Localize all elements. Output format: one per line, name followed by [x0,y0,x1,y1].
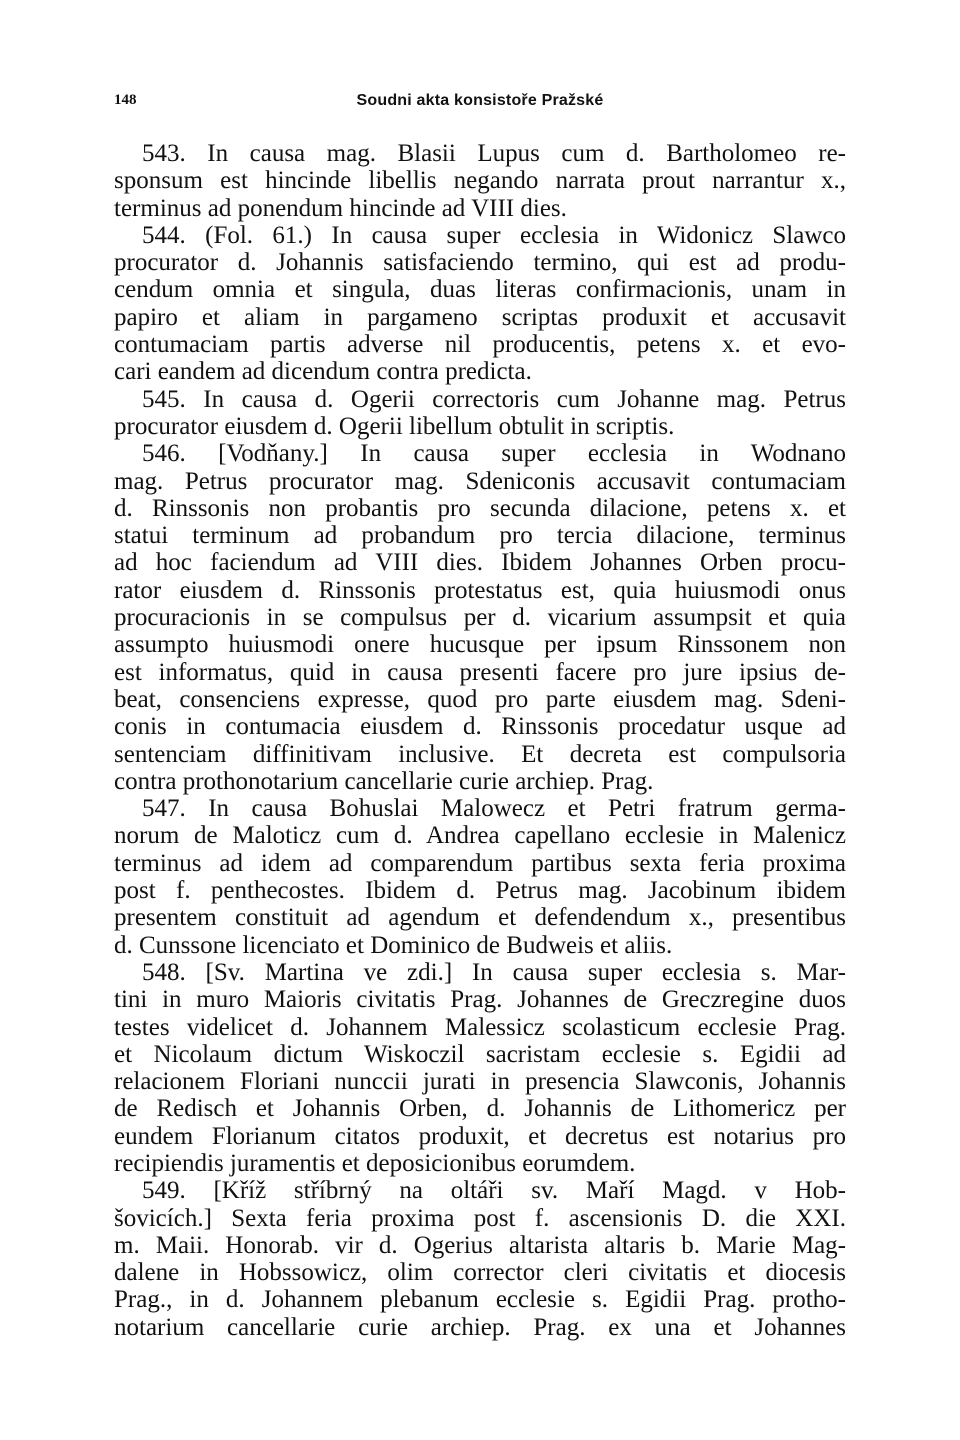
page-number: 148 [114,92,137,108]
text-line: eundem Florianum citatos produxit, et decretus est notarius pro [114,1122,846,1150]
page-header [114,92,846,112]
text-line: conis in contumacia eiusdem d. Rinssonis procedatur usque ad [114,713,846,741]
text-line: notarium cancellarie curie archiep. Prag. ex una et Johannes [114,1313,846,1341]
text-line: presentem constituit ad agendum et defendendum x., presentibus [114,904,846,932]
text-line: 549. [Kříž stříbrný na oltáři sv. Maří Magd. v Hob- [142,1177,846,1205]
text-line: d. Rinssonis non probantis pro secunda dilacione, petens x. et [114,494,846,522]
text-line: 544. (Fol. 61.) In causa super ecclesia in Widonicz Slawco [142,221,846,249]
text-line: est informatus, quid in causa presenti facere pro jure ipsius de- [114,658,846,686]
text-line: d. Cunssone licenciato et Dominico de Budweis et aliis. [114,931,673,959]
text-line: terminus ad idem ad comparendum partibus sexta feria proxima [114,849,846,877]
text-line: rator eiusdem d. Rinssonis protestatus est, quia huiusmodi onus [114,576,846,604]
text-line: mag. Petrus procurator mag. Sdeniconis accusavit contumaciam [114,467,846,495]
text-line: testes videlicet d. Johannem Malessicz scolasticum ecclesie Prag. [114,1013,846,1041]
text-line: contra prothonotarium cancellarie curie archiep. Prag. [114,767,654,795]
text-line: ad hoc faciendum ad VIII dies. Ibidem Johannes Orben procu- [114,549,846,577]
text-line: Prag., in d. Johannem plebanum ecclesie s. Egidii Prag. prothо- [114,1286,846,1314]
text-line: assumpto huiusmodi onere hucusque per ipsum Rinssonem non [114,631,846,659]
text-line: 547. In causa Bohuslai Malowecz et Petri fratrum germa- [142,795,846,823]
text-line: cari eandem ad dicendum contra predicta. [114,358,532,386]
body-text [114,140,846,1341]
running-title: Soudni akta konsistoře Pražské [356,92,604,109]
text-line: sponsum est hincinde libellis negando narrata prout narrantur x., [114,167,846,195]
text-line: dalene in Hobssowicz, olim corrector cleri civitatis et diocesis [114,1259,846,1287]
text-line: 543. In causa mag. Blasii Lupus cum d. Bartholomeo re- [142,140,846,167]
text-line: 548. [Sv. Martina ve zdi.] In causa super ecclesia s. Mar- [142,958,846,986]
text-line: et Nicolaum dictum Wiskoczil sacristam ecclesie s. Egidii ad [114,1040,846,1068]
text-line: papiro et aliam in pargameno scriptas produxit et accusavit [114,303,846,331]
text-line: de Redisch et Johannis Orben, d. Johannis de Lithomericz per [114,1095,846,1123]
text-line: šovicích.] Sexta feria proxima post f. ascensionis D. die XXI. [114,1204,846,1232]
text-line: terminus ad ponendum hincinde ad VIII dies. [114,194,567,222]
text-line: 545. In causa d. Ogerii correctoris cum Johanne mag. Petrus [142,385,846,413]
text-line: 546. [Vodňany.] In causa super ecclesia in Wodnano [142,440,846,468]
text-line: norum de Maloticz cum d. Andrea capellano ecclesie in Malenicz [114,822,846,850]
text-line: post f. penthecostes. Ibidem d. Petrus mag. Jacobinum ibidem [114,877,846,905]
text-line: cendum omnia et singula, duas literas confirmacionis, unam in [114,276,846,304]
text-line: procurator eiusdem d. Ogerii libellum obtulit in scriptis. [114,412,675,440]
text-line: recipiendis juramentis et deposicionibus eorumdem. [114,1149,636,1177]
text-line: tini in muro Maioris civitatis Prag. Johannes de Greczregine duos [114,986,846,1014]
text-line: sentenciam diffinitivam inclusive. Et decreta est compulsoria [114,740,846,768]
text-line: contumaciam partis adverse nil producentis, petens x. et evo- [114,331,846,359]
text-line: m. Maii. Honorab. vir d. Ogerius altarista altaris b. Marie Mag- [114,1231,846,1259]
text-line: procurator d. Johannis satisfaciendo termino, qui est ad produ- [114,249,846,277]
text-line: statui terminum ad probandum pro tercia dilacione, terminus [114,522,846,550]
text-line: procuracionis in se compulsus per d. vicarium assumpsit et quia [114,604,846,632]
text-line: beat, consenciens expresse, quod pro parte eiusdem mag. Sdeni- [114,685,846,713]
text-line: relacionem Floriani nunccii jurati in presencia Slawconis, Johannis [114,1068,846,1096]
